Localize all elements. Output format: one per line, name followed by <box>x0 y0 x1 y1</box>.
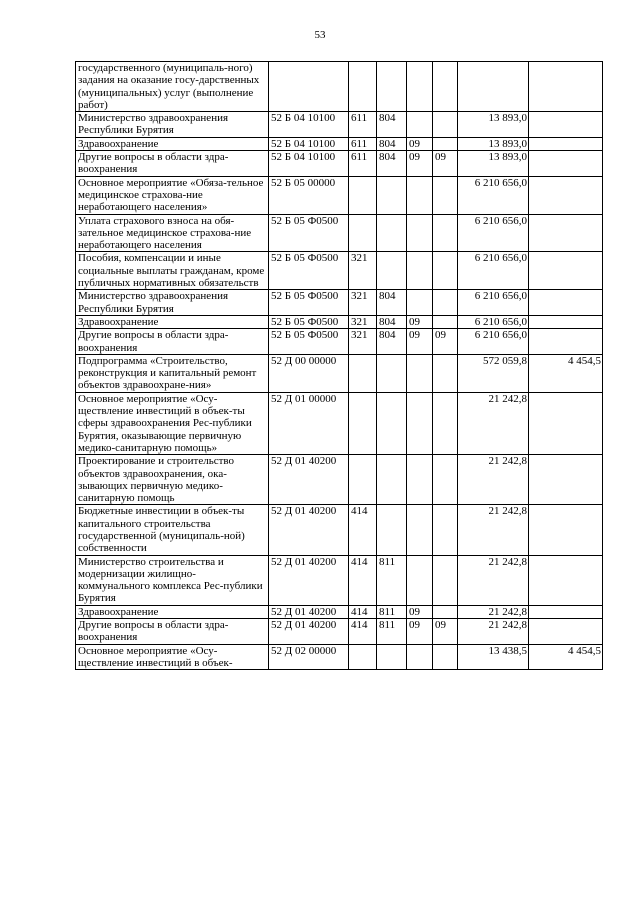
ministry-code-cell: 804 <box>377 290 407 316</box>
name-cell: Здравоохранение <box>76 137 269 150</box>
name-cell: Основное мероприятие «Осу-ществление инвестиций в объек-ты сферы здравоохранения Рес-публики Бурятия, оказывающие первичную медико-санитарную помощь» <box>76 392 269 454</box>
target-article-cell: 52 Б 04 10100 <box>269 112 349 138</box>
subsection-cell: 09 <box>433 619 458 645</box>
name-cell: Министерство здравоохранения Республики Бурятия <box>76 112 269 138</box>
target-article-cell: 52 Д 01 40200 <box>269 555 349 605</box>
section-cell: 09 <box>407 605 433 618</box>
subsection-cell <box>433 112 458 138</box>
expense-type-cell: 414 <box>349 605 377 618</box>
section-cell: 09 <box>407 151 433 177</box>
amount-cell: 21 242,8 <box>458 555 529 605</box>
amount-cell: 21 242,8 <box>458 605 529 618</box>
name-cell: Основное мероприятие «Осу-ществление инвестиций в объек- <box>76 644 269 670</box>
amount-extra-cell <box>529 329 603 355</box>
ministry-code-cell <box>377 252 407 290</box>
target-article-cell: 52 Б 05 Ф0500 <box>269 329 349 355</box>
amount-extra-cell <box>529 605 603 618</box>
amount-extra-cell <box>529 392 603 454</box>
ministry-code-cell <box>377 214 407 252</box>
section-cell <box>407 176 433 214</box>
expense-type-cell <box>349 62 377 112</box>
amount-cell: 21 242,8 <box>458 455 529 505</box>
section-cell <box>407 555 433 605</box>
target-article-cell: 52 Б 05 00000 <box>269 176 349 214</box>
target-article-cell: 52 Б 04 10100 <box>269 137 349 150</box>
subsection-cell <box>433 214 458 252</box>
subsection-cell <box>433 505 458 555</box>
budget-table-body <box>76 62 603 670</box>
table-row <box>76 555 603 605</box>
name-cell: Министерство здравоохранения Республики Бурятия <box>76 290 269 316</box>
ministry-code-cell <box>377 354 407 392</box>
amount-cell: 21 242,8 <box>458 505 529 555</box>
subsection-cell <box>433 137 458 150</box>
ministry-code-cell: 804 <box>377 151 407 177</box>
expense-type-cell <box>349 354 377 392</box>
table-row <box>76 329 603 355</box>
subsection-cell: 09 <box>433 151 458 177</box>
ministry-code-cell: 811 <box>377 555 407 605</box>
name-cell: государственного (муниципаль-ного) задания на оказание госу-дарственных (муниципальных) услуг (выполнение работ) <box>76 62 269 112</box>
target-article-cell: 52 Б 04 10100 <box>269 151 349 177</box>
table-row <box>76 392 603 454</box>
target-article-cell: 52 Б 05 Ф0500 <box>269 214 349 252</box>
ministry-code-cell: 804 <box>377 329 407 355</box>
amount-extra-cell <box>529 176 603 214</box>
section-cell <box>407 455 433 505</box>
budget-table <box>75 61 603 670</box>
target-article-cell: 52 Д 00 00000 <box>269 354 349 392</box>
subsection-cell <box>433 315 458 328</box>
amount-cell: 21 242,8 <box>458 392 529 454</box>
subsection-cell <box>433 176 458 214</box>
name-cell: Подпрограмма «Строительство, реконструкция и капитальный ремонт объектов здравоохране-ния» <box>76 354 269 392</box>
name-cell: Другие вопросы в области здра-воохранения <box>76 329 269 355</box>
section-cell <box>407 392 433 454</box>
subsection-cell <box>433 252 458 290</box>
amount-extra-cell <box>529 151 603 177</box>
ministry-code-cell <box>377 62 407 112</box>
target-article-cell: 52 Д 02 00000 <box>269 644 349 670</box>
target-article-cell: 52 Б 05 Ф0500 <box>269 290 349 316</box>
amount-cell: 6 210 656,0 <box>458 329 529 355</box>
subsection-cell <box>433 354 458 392</box>
amount-extra-cell <box>529 137 603 150</box>
ministry-code-cell <box>377 505 407 555</box>
amount-cell: 6 210 656,0 <box>458 176 529 214</box>
section-cell: 09 <box>407 137 433 150</box>
amount-cell: 6 210 656,0 <box>458 214 529 252</box>
target-article-cell: 52 Б 05 Ф0500 <box>269 315 349 328</box>
expense-type-cell <box>349 455 377 505</box>
amount-extra-cell <box>529 62 603 112</box>
table-row <box>76 619 603 645</box>
amount-cell: 6 210 656,0 <box>458 315 529 328</box>
ministry-code-cell: 804 <box>377 137 407 150</box>
subsection-cell <box>433 62 458 112</box>
expense-type-cell: 611 <box>349 151 377 177</box>
expense-type-cell <box>349 176 377 214</box>
name-cell: Министерство строительства и модернизации жилищно-коммунального комплекса Рес-публики Бурятия <box>76 555 269 605</box>
amount-cell: 572 059,8 <box>458 354 529 392</box>
amount-cell <box>458 62 529 112</box>
amount-cell: 13 893,0 <box>458 137 529 150</box>
section-cell: 09 <box>407 315 433 328</box>
expense-type-cell: 414 <box>349 505 377 555</box>
amount-extra-cell <box>529 619 603 645</box>
name-cell: Здравоохранение <box>76 605 269 618</box>
name-cell: Проектирование и строительство объектов здравоохранения, ока-зывающих первичную медико-санитарную помощь <box>76 455 269 505</box>
subsection-cell <box>433 644 458 670</box>
name-cell: Бюджетные инвестиции в объек-ты капитального строительства государственной (муниципаль-ной) собственности <box>76 505 269 555</box>
expense-type-cell <box>349 644 377 670</box>
table-row <box>76 252 603 290</box>
target-article-cell: 52 Д 01 00000 <box>269 392 349 454</box>
ministry-code-cell: 804 <box>377 112 407 138</box>
table-row <box>76 151 603 177</box>
amount-extra-cell: 4 454,5 <box>529 354 603 392</box>
amount-extra-cell <box>529 505 603 555</box>
amount-extra-cell: 4 454,5 <box>529 644 603 670</box>
ministry-code-cell: 804 <box>377 315 407 328</box>
section-cell <box>407 252 433 290</box>
amount-cell: 13 893,0 <box>458 151 529 177</box>
section-cell: 09 <box>407 619 433 645</box>
name-cell: Уплата страхового взноса на обя-зательное медицинское страхова-ние неработающего населения <box>76 214 269 252</box>
subsection-cell <box>433 605 458 618</box>
subsection-cell <box>433 290 458 316</box>
expense-type-cell: 611 <box>349 137 377 150</box>
expense-type-cell: 321 <box>349 290 377 316</box>
expense-type-cell: 321 <box>349 252 377 290</box>
table-row <box>76 455 603 505</box>
section-cell <box>407 62 433 112</box>
ministry-code-cell: 811 <box>377 605 407 618</box>
section-cell <box>407 354 433 392</box>
ministry-code-cell <box>377 455 407 505</box>
table-row <box>76 137 603 150</box>
amount-cell: 6 210 656,0 <box>458 252 529 290</box>
table-row <box>76 176 603 214</box>
target-article-cell: 52 Д 01 40200 <box>269 605 349 618</box>
section-cell: 09 <box>407 329 433 355</box>
amount-cell: 13 438,5 <box>458 644 529 670</box>
table-row <box>76 290 603 316</box>
amount-cell: 21 242,8 <box>458 619 529 645</box>
target-article-cell: 52 Д 01 40200 <box>269 619 349 645</box>
table-row <box>76 62 603 112</box>
subsection-cell <box>433 555 458 605</box>
name-cell: Другие вопросы в области здра-воохранения <box>76 619 269 645</box>
name-cell: Пособия, компенсации и иные социальные выплаты гражданам, кроме публичных нормативных обязательств <box>76 252 269 290</box>
section-cell <box>407 644 433 670</box>
amount-extra-cell <box>529 315 603 328</box>
table-row <box>76 112 603 138</box>
section-cell <box>407 112 433 138</box>
table-row <box>76 214 603 252</box>
name-cell: Основное мероприятие «Обяза-тельное медицинское страхова-ние неработающего населения» <box>76 176 269 214</box>
amount-cell: 6 210 656,0 <box>458 290 529 316</box>
section-cell <box>407 214 433 252</box>
target-article-cell <box>269 62 349 112</box>
table-row <box>76 354 603 392</box>
target-article-cell: 52 Д 01 40200 <box>269 455 349 505</box>
ministry-code-cell <box>377 176 407 214</box>
expense-type-cell: 414 <box>349 555 377 605</box>
expense-type-cell <box>349 392 377 454</box>
amount-extra-cell <box>529 290 603 316</box>
ministry-code-cell: 811 <box>377 619 407 645</box>
target-article-cell: 52 Д 01 40200 <box>269 505 349 555</box>
amount-cell: 13 893,0 <box>458 112 529 138</box>
name-cell: Другие вопросы в области здра-воохранения <box>76 151 269 177</box>
amount-extra-cell <box>529 455 603 505</box>
expense-type-cell <box>349 214 377 252</box>
name-cell: Здравоохранение <box>76 315 269 328</box>
table-row <box>76 644 603 670</box>
target-article-cell: 52 Б 05 Ф0500 <box>269 252 349 290</box>
table-row <box>76 605 603 618</box>
section-cell <box>407 290 433 316</box>
ministry-code-cell <box>377 644 407 670</box>
subsection-cell: 09 <box>433 329 458 355</box>
amount-extra-cell <box>529 555 603 605</box>
amount-extra-cell <box>529 112 603 138</box>
table-row <box>76 315 603 328</box>
page-number: 53 <box>314 29 326 41</box>
expense-type-cell: 321 <box>349 315 377 328</box>
expense-type-cell: 611 <box>349 112 377 138</box>
subsection-cell <box>433 455 458 505</box>
expense-type-cell: 414 <box>349 619 377 645</box>
section-cell <box>407 505 433 555</box>
subsection-cell <box>433 392 458 454</box>
table-row <box>76 505 603 555</box>
ministry-code-cell <box>377 392 407 454</box>
amount-extra-cell <box>529 214 603 252</box>
amount-extra-cell <box>529 252 603 290</box>
expense-type-cell: 321 <box>349 329 377 355</box>
